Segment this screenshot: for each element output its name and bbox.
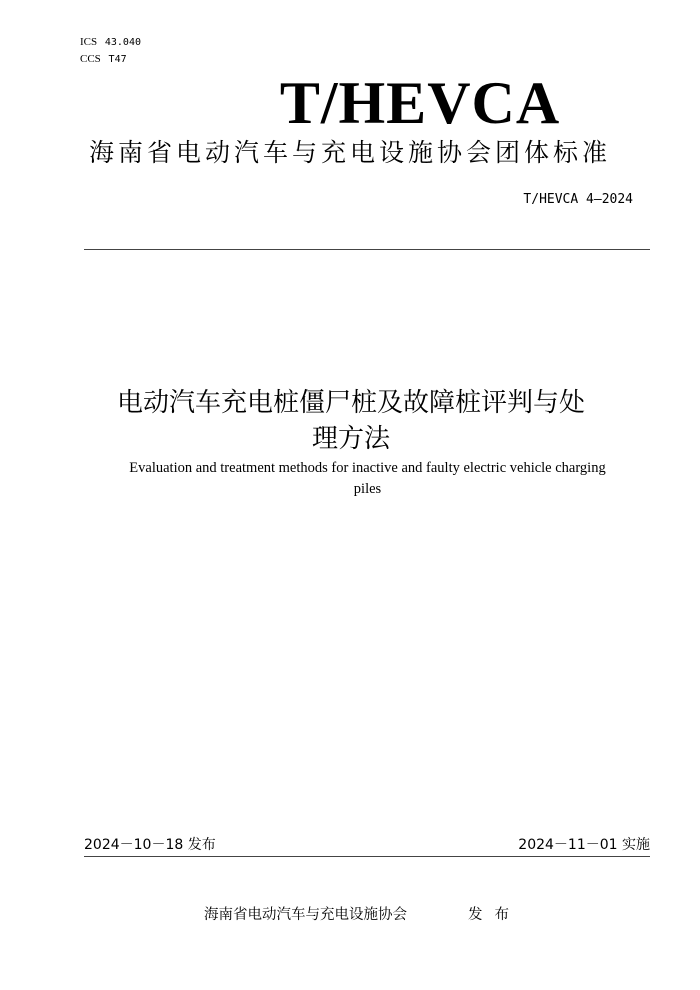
document-title-cn (60, 385, 640, 457)
classification-codes (80, 34, 141, 68)
title-en-line1: Evaluation and treatment methods for inactive and faulty electric vehicle charging (129, 460, 606, 476)
association-logo: T/HEVCA (279, 70, 561, 136)
published-label: 发布 (468, 907, 521, 923)
ics-code (80, 34, 141, 51)
footer-divider (84, 856, 650, 857)
ccs-value: T47 (108, 54, 127, 65)
org-standard-title: 海南省电动汽车与充电设施协会团体标准 (88, 138, 611, 167)
title-cn-line1: 电动汽车充电桩僵尸桩及故障桩评判与处 (116, 388, 585, 418)
ccs-code (80, 51, 141, 68)
ics-label: ICS (80, 36, 98, 48)
document-title-en (80, 458, 655, 500)
ccs-label: CCS (80, 53, 101, 65)
release-date: 2024－10－18 发布 (84, 837, 216, 853)
implementation-date: 2024－11－01 实施 (518, 837, 650, 853)
ics-value: 43.040 (104, 37, 141, 48)
title-cn-line2: 理方法 (311, 424, 390, 454)
standard-number: T/HEVCA 4—2024 (523, 192, 633, 207)
publishing-organization: 海南省电动汽车与充电设施协会 (204, 907, 407, 923)
title-en-line2: piles (353, 481, 382, 497)
header-divider (84, 249, 650, 250)
